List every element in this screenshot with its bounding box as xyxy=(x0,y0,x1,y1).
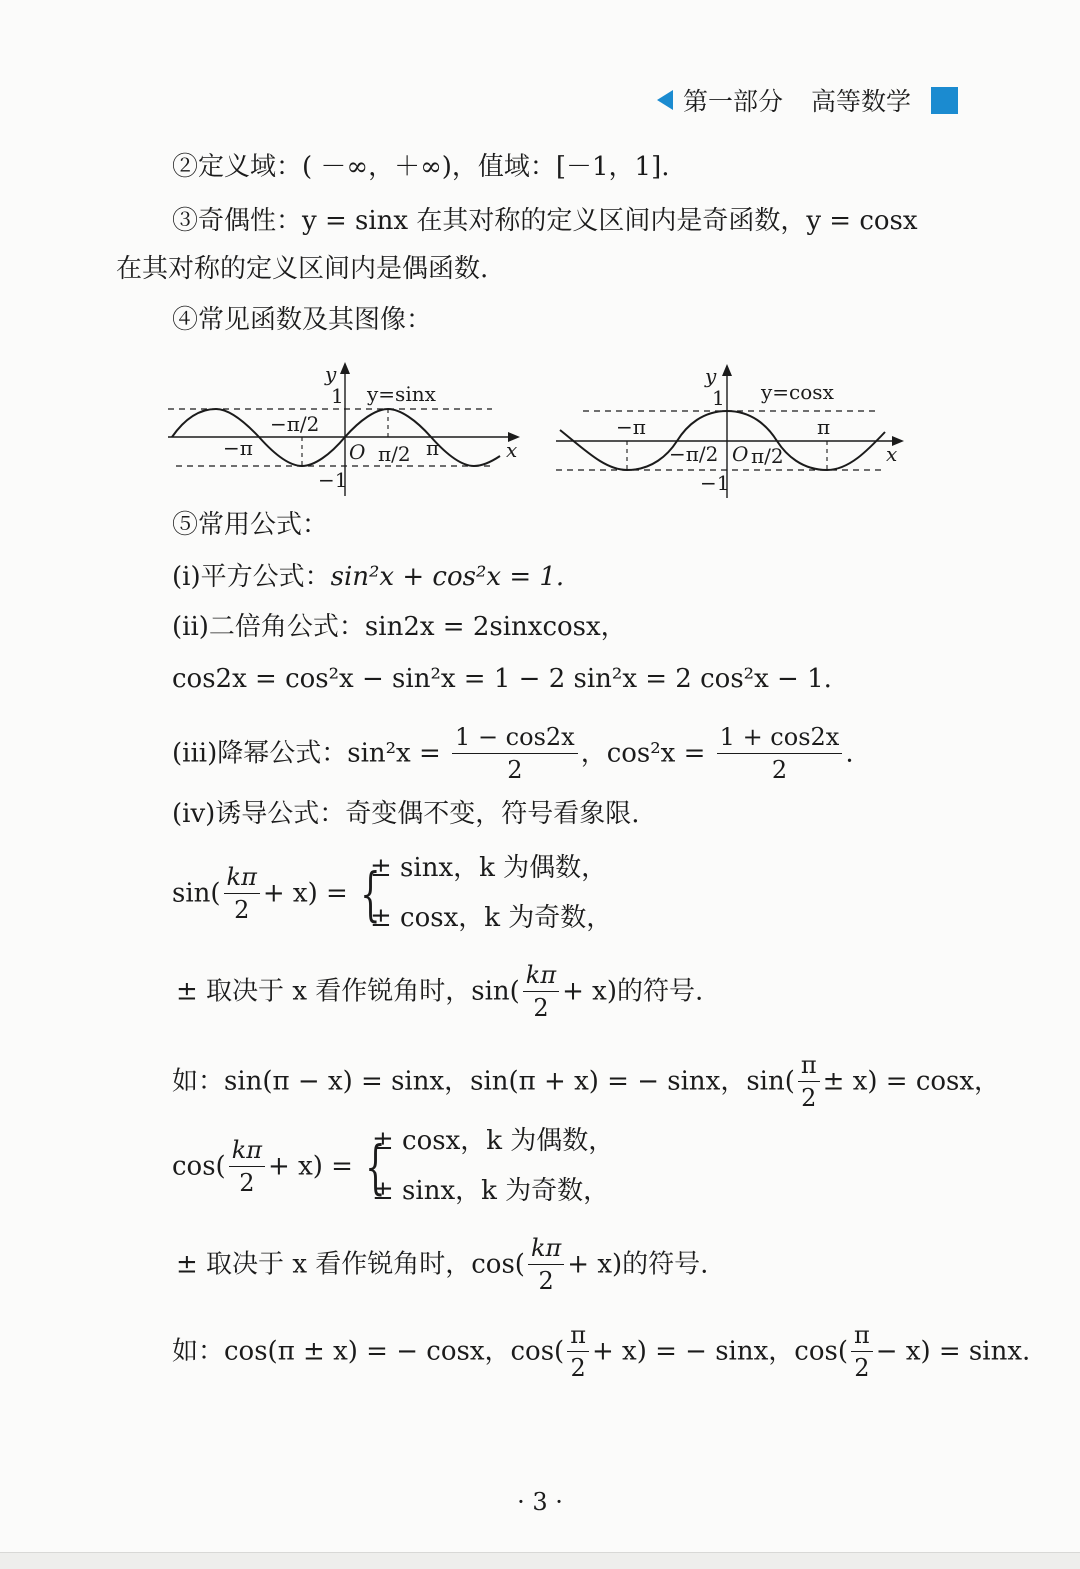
cos-induction xyxy=(172,1135,394,1200)
cos-half-pi-label: π/2 xyxy=(751,444,784,468)
sin-ex-pre: 如：sin(π − x) = sinx，sin(π + x) = − sinx，sin( xyxy=(172,1066,795,1097)
sin-note-post: + x)的符号. xyxy=(562,976,704,1007)
sin-note xyxy=(176,960,703,1025)
sin-ex-num: π xyxy=(798,1050,820,1082)
sin-note-num: kπ xyxy=(523,960,559,992)
header-part: 第一部分 xyxy=(682,87,783,116)
cos-neg-pi-label: −π xyxy=(616,415,646,439)
cos-pi-label: π xyxy=(817,415,831,439)
sin-origin-label: O xyxy=(349,440,366,464)
double-label: (ii)二倍角公式： xyxy=(172,612,365,642)
sin-title: y=sinx xyxy=(367,382,436,406)
cos-ex-pre: 如：cos(π ± x) = − cosx，cos( xyxy=(172,1336,565,1367)
sin-x-label: x xyxy=(506,438,518,462)
sin-neg-one-label: −1 xyxy=(318,468,348,492)
sin-lhs-fraction xyxy=(224,862,260,927)
sin-note-fraction xyxy=(523,960,559,1025)
double-eq1: sin2x = 2sinxcosx， xyxy=(364,612,627,642)
sin-lhs-den: 2 xyxy=(234,896,250,925)
sin-induction xyxy=(172,862,389,927)
cos-note-fraction xyxy=(528,1233,564,1298)
cos-neg-one-label: −1 xyxy=(700,471,730,495)
double-eq2: cos2x = cos²x − sin²x = 1 − 2 sin²x = 2 cos²x − 1. xyxy=(172,664,832,694)
cos-one-label: 1 xyxy=(712,386,725,410)
power-sep: ，cos²x = xyxy=(580,738,706,769)
induction-label: (iv)诱导公式：奇变偶不变，符号看象限. xyxy=(172,799,640,829)
sin-y-arrow-icon xyxy=(340,362,350,374)
triangle-marker-icon xyxy=(657,90,673,110)
power-label: (iii)降幂公式： xyxy=(172,738,348,769)
sin-neg-half-pi-label: −π/2 xyxy=(270,412,320,436)
cos-ex-fraction-1 xyxy=(567,1320,589,1385)
square-eq: sin²x + cos²x = 1. xyxy=(330,562,565,592)
cos-ex-den1: 2 xyxy=(570,1354,586,1383)
sin-ex-post: ± x) = cosx， xyxy=(822,1066,1001,1097)
cos-note-den: 2 xyxy=(538,1267,554,1296)
graphs-title: ④常见函数及其图像： xyxy=(172,305,433,335)
sin-ex-fraction xyxy=(798,1050,820,1115)
cos-note-num: kπ xyxy=(528,1233,564,1265)
domain-line: ②定义域：( －∞，＋∞)，值域：[－1，1]. xyxy=(172,152,670,182)
sin-lhs-pre: sin( xyxy=(172,878,221,909)
sin-case2: ± cosx，k 为奇数， xyxy=(370,903,613,933)
cos-ex-mid: + x) = − sinx，cos( xyxy=(591,1336,848,1367)
power-fraction-2 xyxy=(717,722,843,787)
square-formula xyxy=(172,564,564,590)
trig-graphs xyxy=(0,355,1080,505)
sin-neg-pi-label: −π xyxy=(223,436,253,460)
cos-neg-half-pi-label: −π/2 xyxy=(669,442,719,466)
page-edge xyxy=(0,1552,1080,1569)
cos-example xyxy=(172,1320,1030,1385)
cos-y-label: y xyxy=(705,364,717,388)
cos-note-post: + x)的符号. xyxy=(567,1249,709,1280)
cos-lhs-num: kπ xyxy=(229,1135,265,1167)
cos-lhs-post: + x) = xyxy=(268,1151,353,1182)
cos-ex-post: − x) = sinx. xyxy=(875,1336,1031,1367)
sin-note-den: 2 xyxy=(533,994,549,1023)
sin-note-pre: ± 取决于 x 看作锐角时，sin( xyxy=(176,976,520,1007)
cos-ex-fraction-2 xyxy=(851,1320,873,1385)
running-header xyxy=(657,82,958,118)
power-formula xyxy=(172,722,854,787)
double-formula xyxy=(172,614,627,640)
sin-ex-den: 2 xyxy=(801,1084,817,1113)
power-num2: 1 + cos2x xyxy=(717,722,843,754)
formulas-title: ⑤常用公式： xyxy=(172,510,329,540)
sin-lhs-post: + x) = xyxy=(262,878,348,909)
parity-line-b: 在其对称的定义区间内是偶函数. xyxy=(116,254,489,284)
cos-ex-num2: π xyxy=(851,1320,873,1352)
cos-brace: { xyxy=(365,1133,386,1202)
cos-lhs-den: 2 xyxy=(239,1169,255,1198)
sin-one-label: 1 xyxy=(331,384,344,408)
power-fraction-1 xyxy=(452,722,578,787)
cos-origin-label: O xyxy=(732,442,749,466)
cos-ex-den2: 2 xyxy=(854,1354,870,1383)
power-lhs1: sin²x = xyxy=(347,738,441,769)
sin-pi-label: π xyxy=(426,436,440,460)
cos-x-label: x xyxy=(886,442,898,466)
cos-case2: ± sinx，k 为奇数， xyxy=(372,1176,610,1206)
cos-note xyxy=(176,1233,708,1298)
cos-note-pre: ± 取决于 x 看作锐角时，cos( xyxy=(176,1249,525,1280)
square-label: (i)平方公式： xyxy=(172,562,331,592)
power-end: . xyxy=(845,738,854,769)
page-number: · 3 · xyxy=(517,1488,563,1516)
sin-y-label: y xyxy=(325,362,337,386)
cos-y-arrow-icon xyxy=(722,364,732,376)
power-den1: 2 xyxy=(507,756,523,785)
sin-lhs-num: kπ xyxy=(224,862,260,894)
cos-case1: ± cosx，k 为偶数， xyxy=(372,1126,615,1156)
cos-lhs-fraction xyxy=(229,1135,265,1200)
cos-ex-num1: π xyxy=(567,1320,589,1352)
cos-lhs-pre: cos( xyxy=(172,1151,226,1182)
cos-title: y=cosx xyxy=(761,380,834,404)
sin-half-pi-label: π/2 xyxy=(378,442,411,466)
square-marker-icon xyxy=(931,87,958,114)
sin-case1: ± sinx，k 为偶数， xyxy=(370,853,608,883)
sin-example xyxy=(172,1050,1000,1115)
header-subject: 高等数学 xyxy=(810,87,911,116)
sin-brace: { xyxy=(360,860,381,929)
parity-line-a: ③奇偶性：y = sinx 在其对称的定义区间内是奇函数，y = cosx xyxy=(172,206,918,236)
power-den2: 2 xyxy=(771,756,788,785)
power-num1: 1 − cos2x xyxy=(452,722,578,754)
